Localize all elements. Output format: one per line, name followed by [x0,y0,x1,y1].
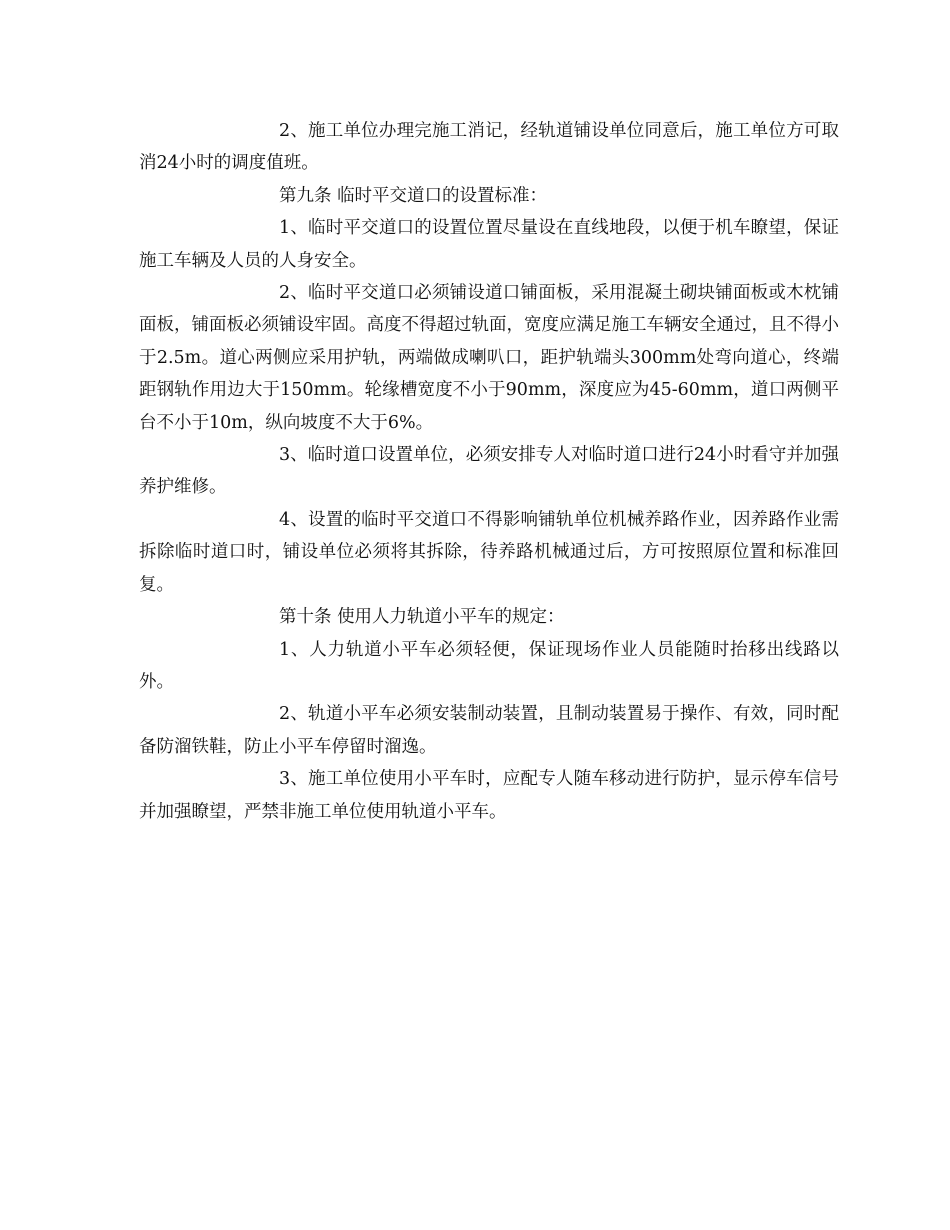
paragraph-crossing-location: 1、临时平交道口的设置位置尽量设在直线地段，以便于机车瞭望，保证施工车辆及人员的人身安全。 [139,218,839,271]
paragraph-trolley-protection: 3、施工单位使用小平车时，应配专人随车移动进行防护，显示停车信号并加强瞭望，严禁非施工单位使用轨道小平车。 [139,769,839,822]
article-10-heading: 第十条 使用人力轨道小平车的规定： [279,607,565,628]
paragraph-cancel-dispatch: 2、施工单位办理完施工消记，经轨道铺设单位同意后，施工单位方可取消24小时的调度值班。 [139,121,839,174]
document-body [139,115,839,828]
paragraph-crossing-guard: 3、临时道口设置单位，必须安排专人对临时道口进行24小时看守并加强养护维修。 [139,445,839,498]
paragraph-crossing-removal: 4、设置的临时平交道口不得影响铺轨单位机械养路作业，因养路作业需拆除临时道口时，铺设单位必须将其拆除，待养路机械通过后，方可按照原位置和标准回复。 [139,509,839,595]
paragraph-trolley-brake: 2、轨道小平车必须安装制动装置，且制动装置易于操作、有效，同时配备防溜铁鞋，防止小平车停留时溜逸。 [139,704,839,757]
paragraph-crossing-paving: 2、临时平交道口必须铺设道口铺面板，采用混凝土砌块铺面板或木枕铺面板，铺面板必须铺设牢固。高度不得超过轨面，宽度应满足施工车辆安全通过，且不得小于2.5m。道心两侧应采用护轨，两端做成喇叭口，距护轨端头300mm处弯向道心，终端距钢轨作用边大于150mm。轮缘槽宽度不小于90mm，深度应为45-60mm，道口两侧平台不小于10m，纵向坡度不大于6%。 [139,283,839,433]
article-9-heading: 第九条 临时平交道口的设置标准： [279,185,548,206]
paragraph-trolley-light: 1、人力轨道小平车必须轻便，保证现场作业人员能随时抬移出线路以外。 [139,639,839,692]
